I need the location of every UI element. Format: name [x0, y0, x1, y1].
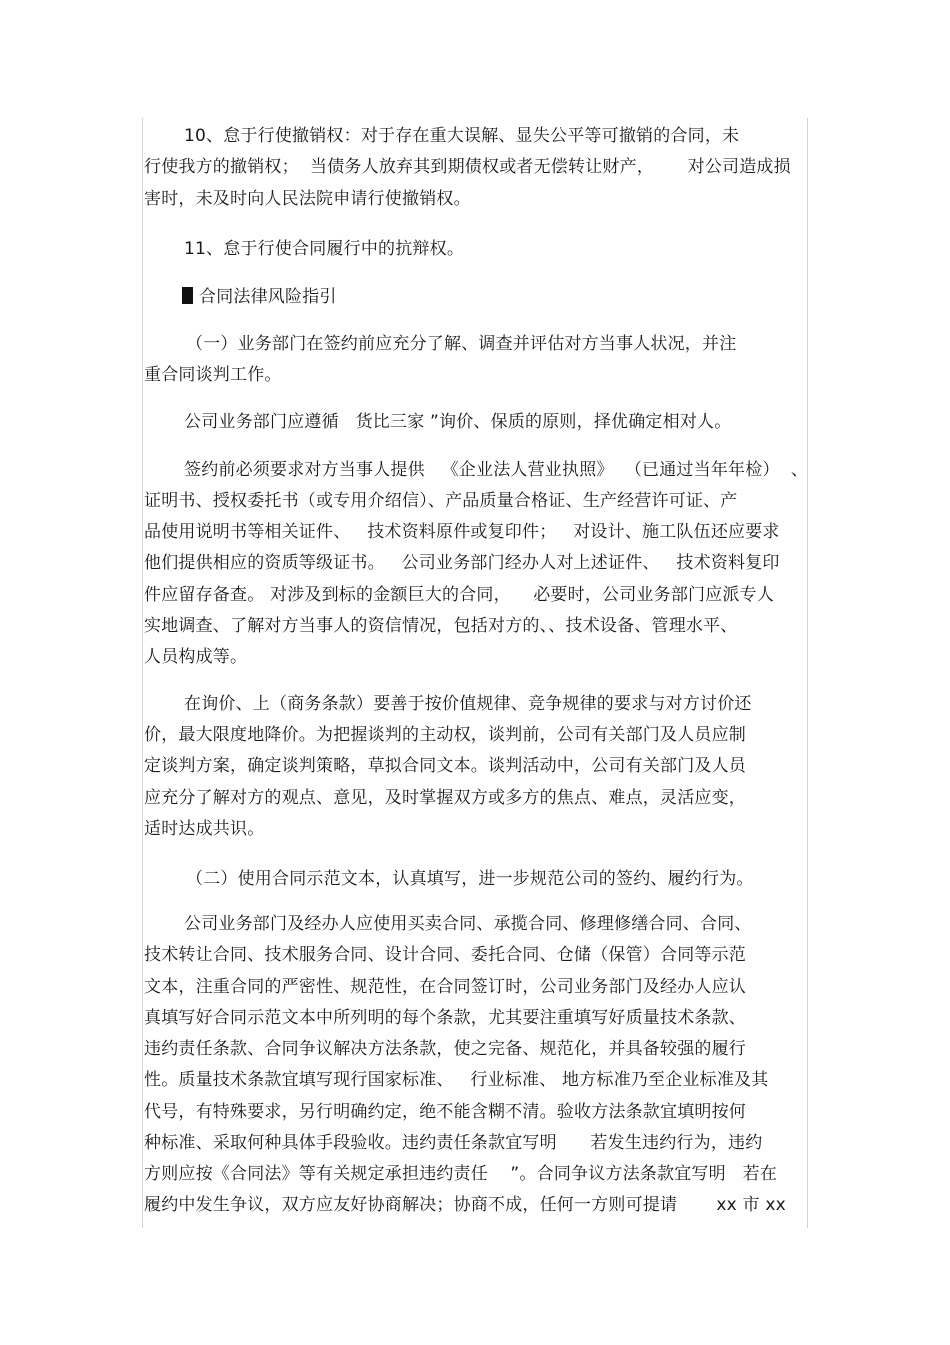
- part2-p1-line-1: 公司业务部门及经办人应使用买卖合同、承揽合同、修理修缮合同、合同、: [184, 914, 752, 934]
- part1-p3-line-2: 价，最大限度地降价。为把握谈判的主动权，谈判前，公司有关部门及人员应制: [144, 725, 746, 745]
- part2-p1-line-4: 真填写好合同示范文本中所列明的每个条款，尤其要注重填写好质量技术条款、: [144, 1008, 746, 1028]
- part1-p3-line-1: 在询价、上（商务条款）要善于按价值规律、竞争规律的要求与对方讨价还: [184, 694, 752, 714]
- part1-p3-line-4: 应充分了解对方的观点、意见，及时掌握双方或多方的焦点、难点，灵活应变，: [144, 788, 746, 808]
- page-frame: [142, 118, 808, 1228]
- part1-p2-line-3: 品使用说明书等相关证件、 技术资料原件或复印件； 对设计、施工队伍还应要求: [144, 522, 780, 542]
- part2-p1-line-8: 种标准、采取何种具体手段验收。违约责任条款宜写明 若发生违约行为，违约: [144, 1133, 763, 1153]
- part2-title: （二）使用合同示范文本，认真填写，进一步规范公司的签约、履约行为。: [186, 869, 754, 889]
- part1-title-line-1: （一）业务部门在签约前应充分了解、调查并评估对方当事人状况，并注: [186, 334, 737, 354]
- part2-p1-line-6: 性。质量技术条款宜填写现行国家标准、 行业标准、 地方标准乃至企业标准及其: [144, 1070, 769, 1090]
- section-heading-text: 合同法律风险指引: [199, 287, 337, 307]
- part2-p1-line-7: 代号，有特殊要求，另行明确约定，绝不能含糊不清。验收方法条款宜填明按何: [144, 1102, 746, 1122]
- item10-line-1: 10、怠于行使撤销权：对于存在重大误解、显失公平等可撤销的合同，未: [184, 126, 740, 146]
- part1-title-line-2: 重合同谈判工作。: [144, 365, 282, 385]
- part1-p3-line-3: 定谈判方案，确定谈判策略，草拟合同文本。谈判活动中，公司有关部门及人员: [144, 756, 746, 776]
- part1-p2-line-7: 人员构成等。: [144, 647, 248, 667]
- item11-text: 11、怠于行使合同履行中的抗辩权。: [184, 239, 465, 259]
- part1-p3-line-5: 适时达成共识。: [144, 819, 265, 839]
- part1-p2-line-4: 他们提供相应的资质等级证书。 公司业务部门经办人对上述证件、 技术资料复印: [144, 553, 780, 573]
- part1-p2-line-5: 件应留存备查。 对涉及到标的金额巨大的合同， 必要时，公司业务部门应派专人: [144, 585, 775, 605]
- part2-p1-line-9: 方则应按《合同法》等有关规定承担违约责任 ”。合同争议方法条款宜写明 若在: [144, 1164, 778, 1184]
- section-heading: [182, 286, 337, 308]
- part1-p2-line-6: 实地调查、了解对方当事人的资信情况，包括对方的、、技术设备、管理水平、: [144, 616, 738, 636]
- item10-line-3: 害时，未及时向人民法院申请行使撤销权。: [144, 189, 471, 209]
- part1-p2-line-1: 签约前必须要求对方当事人提供 《企业法人营业执照》 （已通过当年年检） 、: [184, 460, 809, 480]
- part2-p1-line-3: 文本，注重合同的严密性、规范性，在合同签订时，公司业务部门及经办人应认: [144, 977, 746, 997]
- part2-p1-line-10: 履约中发生争议，双方应友好协商解决；协商不成，任何一方则可提请 xx 市 xx: [144, 1195, 786, 1215]
- part2-p1-line-5: 违约责任条款、合同争议解决方法条款，使之完备、规范化，并具备较强的履行: [144, 1039, 746, 1059]
- heading-bullet-icon: [182, 287, 193, 304]
- part2-p1-line-2: 技术转让合同、技术服务合同、设计合同、委托合同、仓储（保管）合同等示范: [144, 945, 746, 965]
- part1-paragraph-1: 公司业务部门应遵循 货比三家 ”询价、保质的原则，择优确定相对人。: [184, 412, 732, 432]
- part1-p2-line-2: 证明书、授权委托书（或专用介绍信）、产品质量合格证、生产经营许可证、产: [144, 491, 738, 511]
- item10-line-2: 行使我方的撤销权； 当债务人放弃其到期债权或者无偿转让财产， 对公司造成损: [144, 157, 791, 177]
